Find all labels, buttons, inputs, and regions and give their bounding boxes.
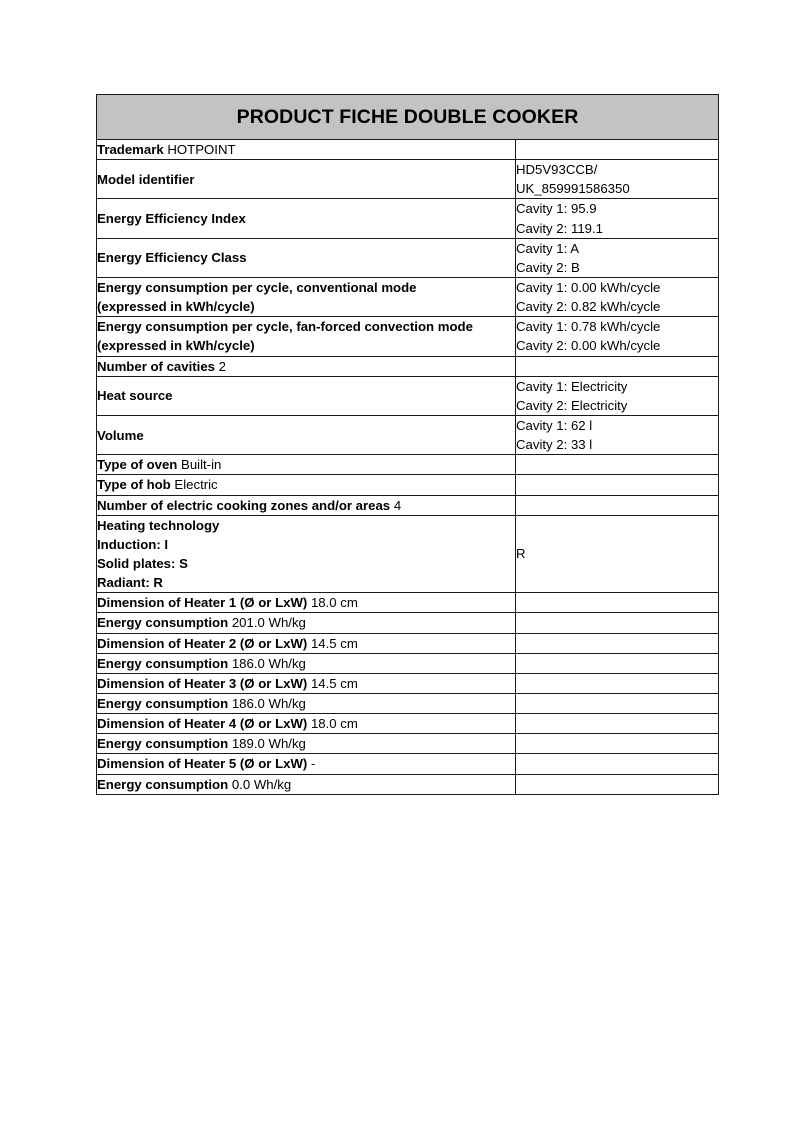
row-inline-value: HOTPOINT <box>167 142 236 157</box>
table-row <box>97 199 719 238</box>
row-label-energy-efficiency-index <box>97 199 516 238</box>
row-value-line: Cavity 2: B <box>516 259 580 275</box>
row-label-text: Type of hob <box>97 477 171 493</box>
row-label-text: Dimension of Heater 4 (Ø or LxW) <box>97 716 308 732</box>
row-value-line: Cavity 1: Electricity <box>516 378 628 394</box>
row-label-energy-consumption-fan-forced <box>97 317 516 356</box>
row-value-number-of-cavities <box>516 356 719 376</box>
table-row <box>97 356 719 376</box>
table-row <box>97 754 719 774</box>
row-label-text: Energy consumption <box>97 776 229 792</box>
row-value-line: Cavity 2: 0.82 kWh/cycle <box>516 299 661 315</box>
row-label-energy-consumption-heater-5 <box>97 774 516 794</box>
table-row <box>97 160 719 199</box>
table-row <box>97 734 719 754</box>
row-inline-value: 189.0 Wh/kg <box>231 736 306 752</box>
row-inline-value: 201.0 Wh/kg <box>231 615 306 631</box>
row-label-text: Energy Efficiency Index <box>97 210 246 226</box>
table-row <box>97 475 719 495</box>
row-value-heating-technology <box>516 515 719 593</box>
table-row <box>97 140 719 160</box>
row-value-line: Cavity 2: 119.1 <box>516 220 603 236</box>
row-label-text: Dimension of Heater 2 (Ø or LxW) <box>97 635 308 651</box>
row-value-line: Cavity 2: 0.00 kWh/cycle <box>516 338 661 354</box>
row-label-line: Energy consumption per cycle, fan-forced convection mode <box>97 319 473 335</box>
row-value-trademark <box>516 140 719 160</box>
row-value-energy-consumption-conventional <box>516 277 719 316</box>
row-value-line: Cavity 1: 62 l <box>516 417 593 433</box>
row-label-energy-efficiency-class <box>97 238 516 277</box>
row-label-text: Trademark <box>97 142 164 157</box>
row-value-volume <box>516 415 719 454</box>
row-inline-value: 4 <box>393 497 402 513</box>
row-label-line: (expressed in kWh/cycle) <box>97 338 255 354</box>
page-title: PRODUCT FICHE DOUBLE COOKER <box>236 105 579 128</box>
product-fiche-table <box>96 94 719 795</box>
row-label-text: Heat source <box>97 388 173 404</box>
row-value-energy-efficiency-class <box>516 238 719 277</box>
table-row <box>97 515 719 593</box>
row-label-text: Dimension of Heater 1 (Ø or LxW) <box>97 595 308 611</box>
table-row <box>97 376 719 415</box>
row-label-text: Volume <box>97 427 144 443</box>
row-value-energy-consumption-fan-forced <box>516 317 719 356</box>
row-label-text: Number of cavities <box>97 358 215 374</box>
row-inline-value: 18.0 cm <box>310 595 358 611</box>
row-value-heat-source <box>516 376 719 415</box>
table-row <box>97 673 719 693</box>
row-value-energy-efficiency-index <box>516 199 719 238</box>
table-row <box>97 455 719 475</box>
row-value-energy-consumption-heater-2 <box>516 653 719 673</box>
row-label-energy-consumption-heater-3 <box>97 693 516 713</box>
row-label-type-of-oven <box>97 455 516 475</box>
row-label-line: Induction: I <box>97 536 169 552</box>
row-label-energy-consumption-heater-4 <box>97 734 516 754</box>
row-label-volume <box>97 415 516 454</box>
table-row <box>97 653 719 673</box>
row-value-line: UK_859991586350 <box>516 181 630 197</box>
row-label-line: Solid plates: S <box>97 555 188 571</box>
table-row <box>97 774 719 794</box>
table-row <box>97 317 719 356</box>
table-body <box>97 95 719 795</box>
row-value-type-of-oven <box>516 455 719 475</box>
row-label-text: Energy consumption <box>97 695 229 711</box>
table-row <box>97 593 719 613</box>
row-label-text: Type of oven <box>97 457 178 473</box>
row-label-line: (expressed in kWh/cycle) <box>97 299 255 315</box>
row-value-number-of-electric-cooking-zones <box>516 495 719 515</box>
row-label-text: Dimension of Heater 3 (Ø or LxW) <box>97 675 308 691</box>
row-value-dimension-of-heater-1 <box>516 593 719 613</box>
row-value-line: R <box>516 546 526 562</box>
row-label-trademark <box>97 140 516 160</box>
row-label-dimension-of-heater-1 <box>97 593 516 613</box>
row-label-dimension-of-heater-2 <box>97 633 516 653</box>
row-value-energy-consumption-heater-1 <box>516 613 719 633</box>
table-row <box>97 277 719 316</box>
table-row <box>97 693 719 713</box>
row-label-energy-consumption-heater-1 <box>97 613 516 633</box>
row-label-text: Energy consumption <box>97 615 229 631</box>
table-title-row <box>97 95 719 140</box>
row-inline-value: 2 <box>218 358 227 374</box>
table-row <box>97 714 719 734</box>
row-value-line: Cavity 2: Electricity <box>516 397 628 413</box>
table-row <box>97 613 719 633</box>
row-label-dimension-of-heater-4 <box>97 714 516 734</box>
row-label-text: Energy Efficiency Class <box>97 250 247 266</box>
table-row <box>97 633 719 653</box>
row-label-energy-consumption-conventional <box>97 277 516 316</box>
row-value-dimension-of-heater-3 <box>516 673 719 693</box>
row-label-dimension-of-heater-3 <box>97 673 516 693</box>
row-value-energy-consumption-heater-5 <box>516 774 719 794</box>
row-label-type-of-hob <box>97 475 516 495</box>
row-label-text: Number of electric cooking zones and/or areas <box>97 497 391 513</box>
row-value-line: Cavity 1: 95.9 <box>516 201 597 217</box>
row-value-line: Cavity 2: 33 l <box>516 437 593 453</box>
row-inline-value: 0.0 Wh/kg <box>231 776 292 792</box>
row-value-type-of-hob <box>516 475 719 495</box>
row-label-line: Radiant: R <box>97 575 163 591</box>
row-inline-value: Built-in <box>181 457 222 473</box>
row-label-dimension-of-heater-5 <box>97 754 516 774</box>
row-label-text: Dimension of Heater 5 (Ø or LxW) <box>97 756 308 772</box>
row-value-energy-consumption-heater-3 <box>516 693 719 713</box>
row-label-energy-consumption-heater-2 <box>97 653 516 673</box>
table-title-cell <box>97 95 719 140</box>
row-value-line: Cavity 1: 0.78 kWh/cycle <box>516 319 661 335</box>
row-label-text: Model identifier <box>97 171 195 187</box>
row-label-number-of-cavities <box>97 356 516 376</box>
row-label-heat-source <box>97 376 516 415</box>
row-label-heating-technology <box>97 515 516 593</box>
row-inline-value: 186.0 Wh/kg <box>231 695 306 711</box>
row-label-line: Heating technology <box>97 517 220 533</box>
row-label-text: Energy consumption <box>97 655 229 671</box>
row-inline-value: - <box>310 756 316 772</box>
row-value-dimension-of-heater-4 <box>516 714 719 734</box>
row-value-line: HD5V93CCB/ <box>516 162 598 178</box>
table-row <box>97 415 719 454</box>
row-inline-value: Electric <box>174 477 218 493</box>
row-label-model-identifier <box>97 160 516 199</box>
row-value-model-identifier <box>516 160 719 199</box>
row-value-dimension-of-heater-2 <box>516 633 719 653</box>
table-row <box>97 495 719 515</box>
row-label-number-of-electric-cooking-zones <box>97 495 516 515</box>
row-value-energy-consumption-heater-4 <box>516 734 719 754</box>
row-label-line: Energy consumption per cycle, conventional mode <box>97 279 417 295</box>
row-value-line: Cavity 1: 0.00 kWh/cycle <box>516 279 661 295</box>
row-label-text: Energy consumption <box>97 736 229 752</box>
row-inline-value: 14.5 cm <box>310 635 358 651</box>
row-inline-value: 186.0 Wh/kg <box>231 655 306 671</box>
row-inline-value: 18.0 cm <box>310 716 358 732</box>
table-row <box>97 238 719 277</box>
row-inline-value: 14.5 cm <box>310 675 358 691</box>
row-value-dimension-of-heater-5 <box>516 754 719 774</box>
row-value-line: Cavity 1: A <box>516 240 580 256</box>
